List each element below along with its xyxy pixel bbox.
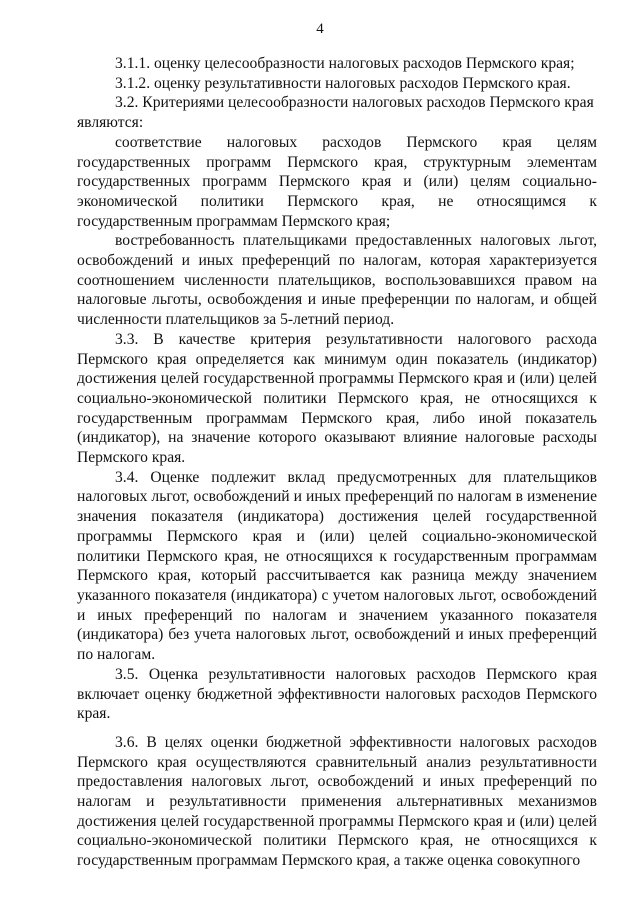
paragraph-3-5: 3.5. Оценка результативности налоговых расходов Пермского края включает оценку бюджетной эффективности налоговых расходов Пермского края. — [77, 665, 597, 723]
document-body — [77, 54, 597, 871]
paragraph-3-1-2: 3.1.2. оценку результативности налоговых расходов Пермского края. — [115, 74, 571, 92]
paragraph-3-2: 3.2. Критериями целесообразности налоговых расходов Пермского края — [115, 94, 594, 112]
paragraph-3-4: 3.4. Оценке подлежит вклад предусмотренных для плательщиков налоговых льгот, освобождений и иных преференций по налогам в изменение значения показателя (индикатора) достижения целей государственной программы Пермского края и (или) целей социально-экономической политики Пермского края, не относящихся к государственным программам Пермского края, который рассчитывается как разница между значением указанного показателя (индикатора) с учетом налоговых льгот, освобождений и иных преференций по налогам и значением указанного показателя (индикатора) без учета налоговых льгот, освобождений и иных преференций по налогам. — [77, 468, 597, 664]
paragraph-criterion-demand: востребованность плательщиками предоставленных налоговых льгот, освобождений и иных преференций по налогам, которая характеризуется соотношением численности плательщиков, воспользовавшихся правом на налоговые льготы, освобождения и иные преференции по налогам, и общей численности плательщиков за 5-летний период. — [77, 232, 597, 329]
paragraph-criterion-alignment: соответствие налоговых расходов Пермского края целям государственных программ Пермского края, структурным элементам государственных программ Пермского края и (или) целям социально-экономической политики Пермского края, не относящимся к государственным программам Пермского края; — [77, 133, 597, 230]
paragraph-3-6: 3.6. В целях оценки бюджетной эффективности налоговых расходов Пермского края осуществляются сравнительный анализ результативности предоставления налоговых льгот, освобождений и иных преференций по налогам и результативности применения альтернативных механизмов достижения целей государственной программы Пермского края и (или) целей социально-экономической политики Пермского края, не относящихся к государственным программам Пермского края, а также оценка совокупного — [77, 733, 597, 870]
paragraph-3-1-1: 3.1.1. оценку целесообразности налоговых расходов Пермского края; — [115, 55, 575, 72]
paragraph-3-2-continuation: являются: — [77, 114, 144, 132]
paragraph-3-3: 3.3. В качестве критерия результативности налогового расхода Пермского края определяется как минимум один показатель (индикатор) достижения целей государственной программы Пермского края и (или) целей социально-экономической политики Пермского края, не относящихся к государственным программам Пермского края, либо иной показатель (индикатор), на значение которого оказывают влияние налоговые расходы Пермского края. — [77, 330, 597, 467]
page-number: 4 — [316, 21, 324, 37]
